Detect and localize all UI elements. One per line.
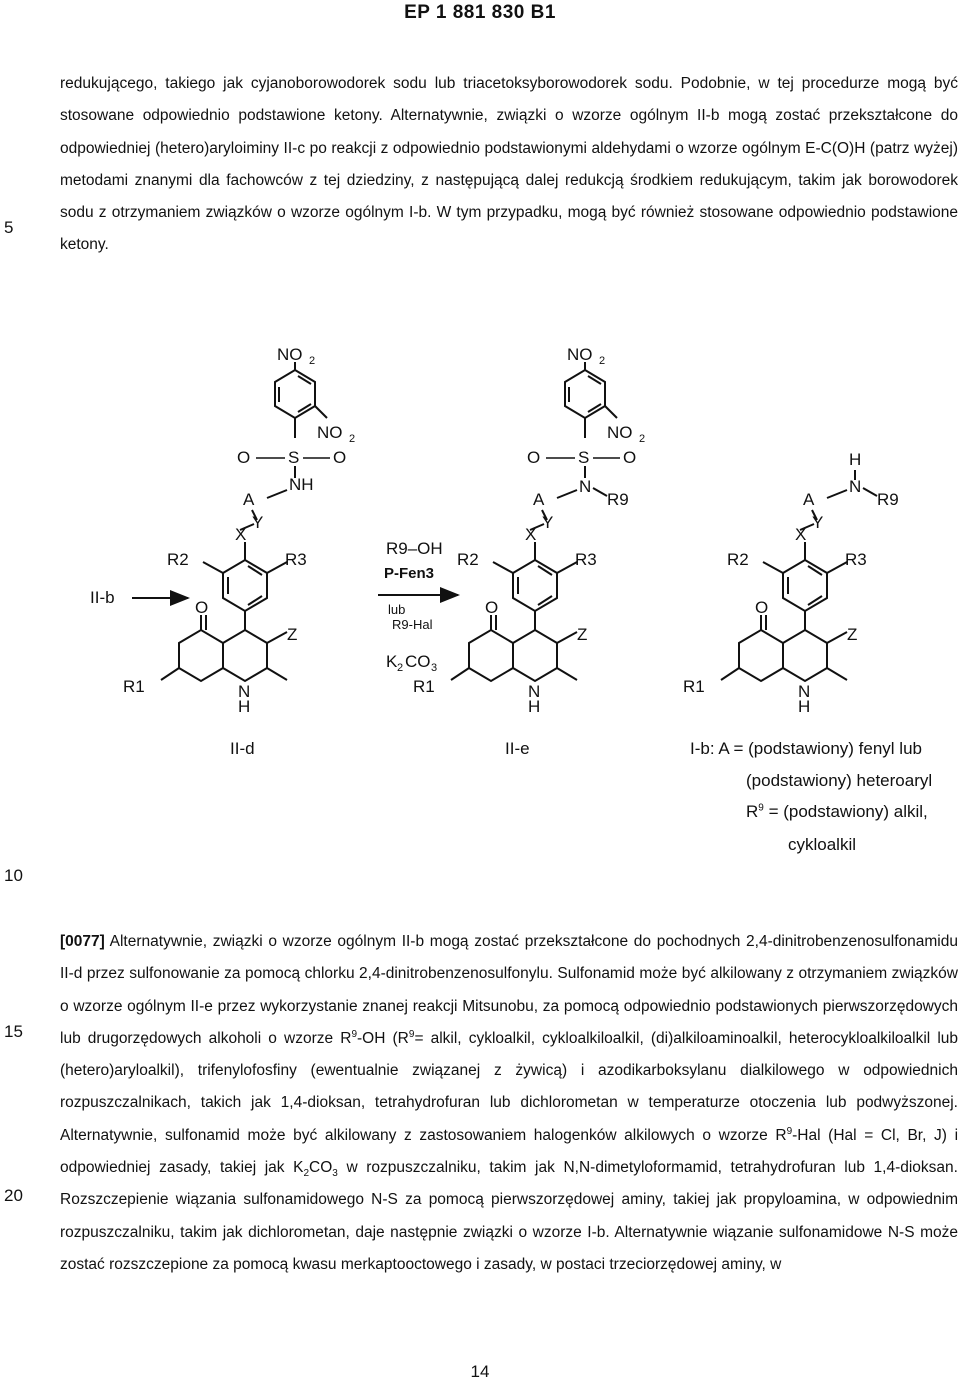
svg-text:S: S [578, 448, 590, 467]
svg-text:R1: R1 [123, 677, 145, 696]
svg-text:H: H [528, 697, 541, 716]
svg-text:NH: NH [289, 475, 314, 494]
caption-ib-line3: $R^9$ = (podstawiony) alkil, [746, 802, 928, 821]
scheme-start-label: II-b [90, 588, 115, 607]
svg-text:N: N [849, 477, 862, 496]
svg-text:R9-Hal: R9-Hal [392, 617, 433, 632]
svg-text:R3: R3 [575, 550, 597, 569]
svg-text:O: O [623, 448, 637, 467]
svg-text:Y: Y [252, 513, 264, 532]
svg-text:S: S [288, 448, 300, 467]
svg-text:NO: NO [607, 423, 633, 442]
svg-text:R9: R9 [607, 490, 629, 509]
svg-text:Z: Z [847, 625, 858, 644]
svg-text:P-Fen3: P-Fen3 [384, 565, 435, 582]
svg-text:N: N [238, 682, 251, 701]
caption-iie: II-e [505, 739, 530, 758]
page-number: 14 [470, 1362, 490, 1381]
paragraph-0077: [0077] Alternatywnie, związki o wzorze ogólnym II-b mogą zostać przekształcone do pochodnych 2,4-dinitrobenzenosulfonamidu II-d przez sulfonowanie za pomocą chlorku 2,4-dinitrobenzenosulfonylu. Sulfonamid może być alkilowany z otrzymaniem związków o wzorze ogólnym II-e przez wykorzystanie znanej reakcji Mitsunobu, za pomocą odpowiednio podstawionych pierwszorzędowych lub drugorzędowych alkoholi o wzorze $R^9-OH$ ($R^9=$ alkil, cykloalkil, cykloalkiloalkil, (di)alkiloaminoalkil, heterocykloalkiloalkil lub (hetero)aryloalkil), trifenylofosfiny (ewentualnie związanej z żywicą) i azodikarboksylanu dialkilowego w odpowiednich rozpuszczalnikach, takich jak 1,4-dioksan, tetrahydrofuran lub dichlorometan w temperaturze otoczenia lub podwyższonej. Alternatywnie, sulfonamid może być alkilowany z zastosowaniem halogenków alkilowych o wzorze $R^9$-Hal (Hal = Cl, Br, J) i odpowiedniej zasady, takiej jak $K_2CO_3$ w rozpuszczalniku, takim jak N,N-dimetyloformamid, tetrahydrofuran lub 1,4-dioksan. Rozszczepienie wiązania sulfonamidowego N-S za pomocą pierwszorzędowej aminy, takiej jak propyloamina, w odpowiednim rozpuszczalniku, takim jak dichlorometan, daje następnie związki o wzorze I-b. Alternatywnie wiązanie sulfonamidowe N-S może zostać rozszczepione za pomocą kwasu merkaptooctowego i zasady, w postaci trzeciorzędowej aminy, w [60, 933, 959, 1273]
svg-text:3: 3 [431, 662, 438, 674]
svg-text:2: 2 [639, 433, 646, 445]
svg-text:NO: NO [567, 345, 593, 364]
svg-text:H: H [798, 697, 811, 716]
svg-text:O: O [195, 598, 209, 617]
paragraph-top: redukującego, takiego jak cyjanoborowodorek sodu lub triacetoksyborowodorek sodu. Podobnie, w tej procedurze mogą być stosowane odpowiednio podstawione ketony. Alternatywnie, związki o wzorze ogólnym II-b mogą zostać przekształcone do odpowiedniej (hetero)aryloiminy II-c po reakcji z odpowiednio podstawionymi aldehydami o wzorze ogólnym E-C(O)H (patrz wyżej) metodami znanymi dla fachowców z tej dziedziny, z następującą dalej redukcją środkiem redukującym, takim jak borowodorek sodu z otrzymaniem związków o wzorze ogólnym I-b. W tym przypadku, mogą być również stosowane odpowiednio podstawione ketony. [60, 75, 958, 254]
svg-text:Y: Y [542, 513, 554, 532]
svg-text:H: H [849, 450, 862, 469]
svg-text:H: H [238, 697, 251, 716]
reaction-arrow [378, 539, 458, 674]
caption-iid: II-d [230, 739, 255, 758]
svg-text:Y: Y [812, 513, 824, 532]
svg-text:O: O [485, 598, 499, 617]
svg-text:X: X [795, 525, 807, 544]
svg-text:2: 2 [349, 433, 356, 445]
caption-ib-line4: cykloalkil [788, 835, 857, 854]
svg-text:R9–OH: R9–OH [386, 539, 443, 558]
molecule-ib [683, 450, 899, 716]
patent-header: EP 1 881 830 B1 [404, 2, 556, 23]
svg-text:2: 2 [599, 355, 606, 367]
svg-text:R2: R2 [167, 550, 189, 569]
molecule-iid [123, 345, 355, 716]
line-number-15: 15 [4, 1022, 23, 1041]
svg-text:lub: lub [388, 602, 406, 617]
svg-text:O: O [527, 448, 541, 467]
svg-text:N: N [528, 682, 541, 701]
svg-text:X: X [235, 525, 247, 544]
svg-text:A: A [533, 490, 545, 509]
svg-text:Z: Z [287, 625, 298, 644]
line-number-20: 20 [4, 1186, 23, 1205]
svg-text:2: 2 [309, 355, 316, 367]
svg-text:O: O [333, 448, 347, 467]
svg-text:O: O [237, 448, 251, 467]
svg-text:R3: R3 [285, 550, 307, 569]
svg-text:Z: Z [577, 625, 588, 644]
svg-text:R3: R3 [845, 550, 867, 569]
line-number-5: 5 [4, 218, 14, 237]
svg-text:N: N [798, 682, 811, 701]
svg-text:NO: NO [277, 345, 303, 364]
svg-text:O: O [755, 598, 769, 617]
svg-text:CO: CO [405, 652, 431, 671]
svg-text:A: A [803, 490, 815, 509]
line-number-10: 10 [4, 866, 23, 885]
svg-text:R1: R1 [413, 677, 435, 696]
svg-text:2: 2 [397, 662, 404, 674]
caption-ib-line2: (podstawiony) heteroaryl [746, 771, 933, 790]
svg-text:X: X [525, 525, 537, 544]
svg-text:NO: NO [317, 423, 343, 442]
svg-text:K: K [386, 652, 398, 671]
svg-text:A: A [243, 490, 255, 509]
reaction-scheme [60, 330, 958, 725]
molecule-iie [413, 345, 645, 716]
svg-text:R9: R9 [877, 490, 899, 509]
paragraph-ref: [0077] [60, 933, 105, 950]
svg-text:N: N [579, 477, 592, 496]
caption-ib-line1: I-b: A = (podstawiony) fenyl lub [690, 739, 922, 758]
svg-text:R2: R2 [457, 550, 479, 569]
svg-text:R2: R2 [727, 550, 749, 569]
svg-text:R1: R1 [683, 677, 705, 696]
